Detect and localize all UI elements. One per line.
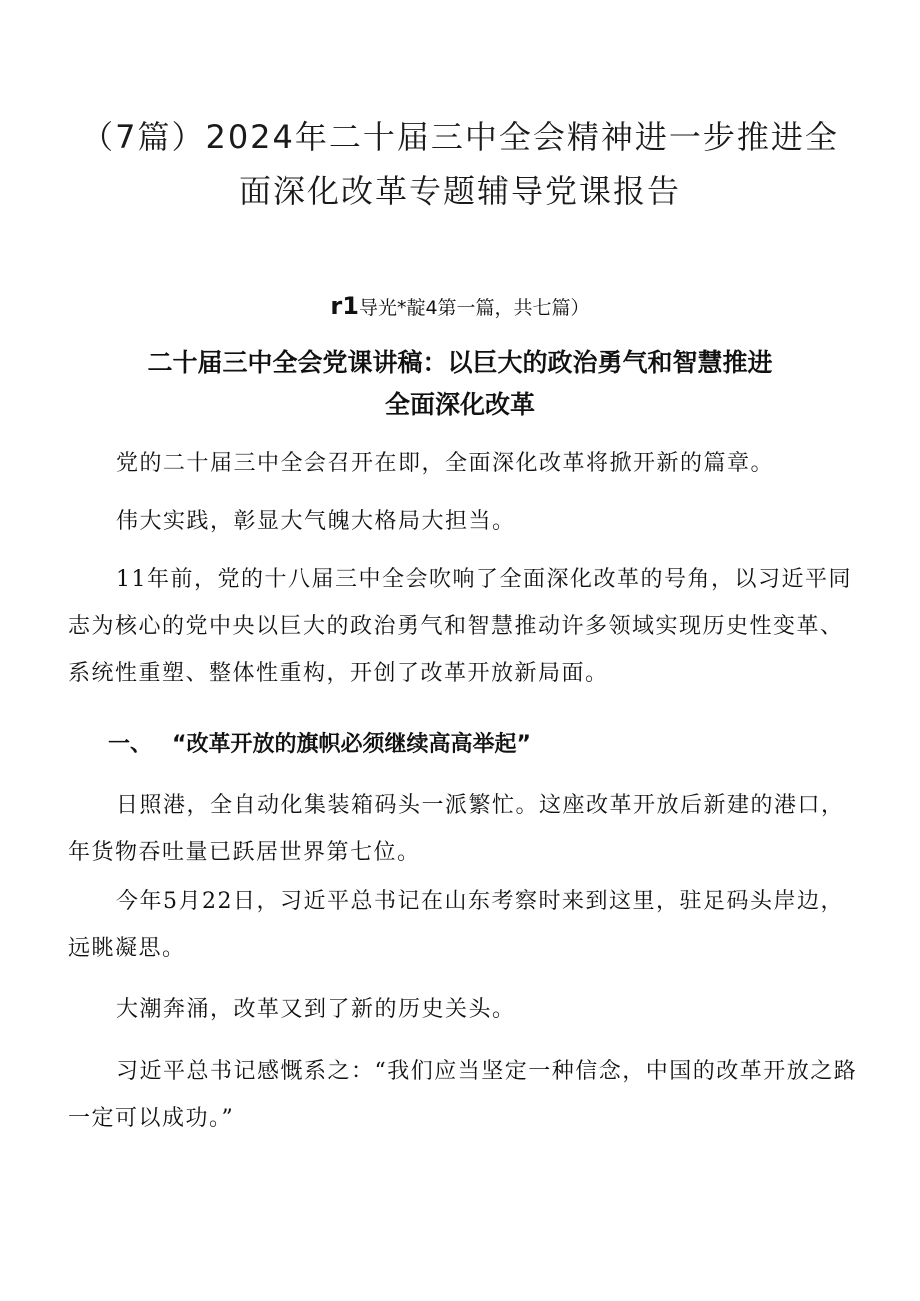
section-paragraph-1: 日照港，全自动化集装箱码头一派繁忙。这座改革开放后新建的港口，年货物吞吐量已跃居世界第七位。 — [68, 793, 845, 865]
speech-title-line-1: 二十届三中全会党课讲稿：以巨大的政治勇气和智慧推进 — [147, 348, 773, 377]
document-title-line-2: 面深化改革专题辅导党课报告 — [238, 172, 681, 210]
section-paragraph-2: 今年5月22日，习近平总书记在山东考察时来到这里，驻足码头岸边，远眺凝思。 — [68, 889, 844, 961]
section-paragraph-4: 习近平总书记感慨系之：“我们应当坚定一种信念，中国的改革开放之路一定可以成功。” — [68, 1059, 858, 1131]
document-title — [60, 110, 860, 218]
section-heading — [108, 728, 808, 762]
document-title-line-1: （7篇）2024年二十届三中全会精神进一步推进全 — [81, 118, 839, 156]
speech-title — [80, 342, 840, 426]
section-number: 一、 — [108, 732, 153, 757]
part-label-prefix: r1 — [330, 292, 359, 320]
paragraph-2: 伟大实践，彰显大气魄大格局大担当。 — [116, 509, 516, 534]
section-paragraph-3: 大潮奔涌，改革又到了新的历史关头。 — [116, 997, 516, 1022]
speech-title-line-2: 全面深化改革 — [384, 390, 535, 419]
paragraph-3: 11年前，党的十八届三中全会吹响了全面深化改革的号角，以习近平同志为核心的党中央以巨大的政治勇气和智慧推动许多领域实现历史性变革、系统性重塑、整体性重构，开创了改革开放新局面。 — [68, 567, 852, 686]
part-label — [200, 292, 720, 322]
paragraph-1: 党的二十届三中全会召开在即，全面深化改革将掀开新的篇章。 — [116, 451, 775, 476]
part-label-text: 导光*靛4第一篇，共七篇） — [358, 297, 590, 319]
section-title: “改革开放的旗帜必须继续高高举起” — [172, 732, 531, 757]
